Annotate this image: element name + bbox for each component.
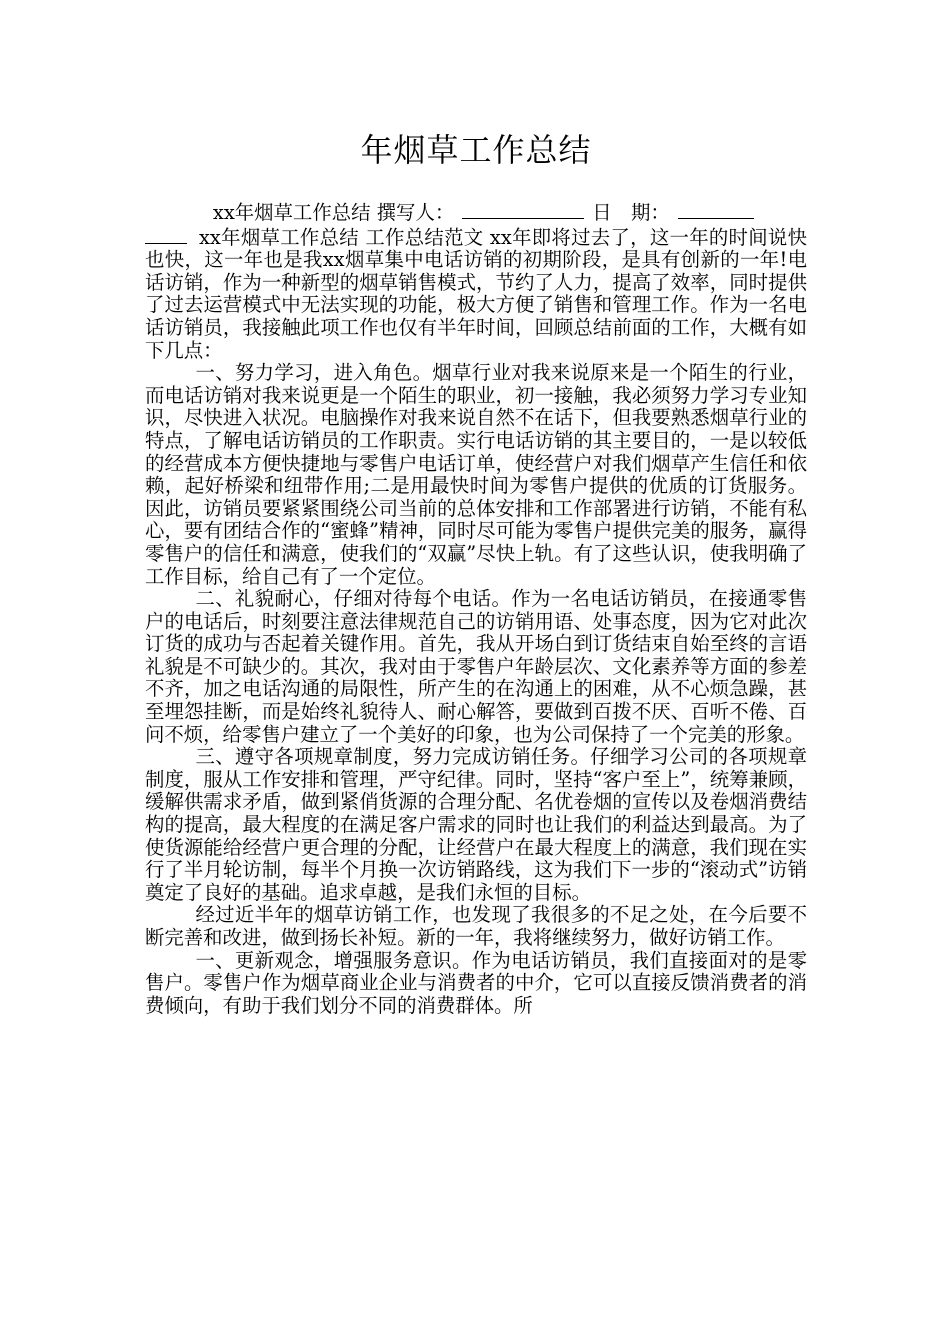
date-blank [678,200,754,219]
paragraph-3: 三、遵守各项规章制度，努力完成访销任务。仔细学习公司的各项规章制度，服从工作安排和管理，严守纪律。同时，坚持“客户至上”，统筹兼顾，缓解供需求矛盾，做到紧俏货源的合理分配、名优卷烟的宣传以及卷烟消费结构的提高，最大程度的在满足客户需求的同时也让我们的利益达到最高。为了使货源能给经营户更合理的分配，让经营户在最大程度上的满意，我们现在实行了半月轮访制，每半个月换一次访销路线，这为我们下一步的“滚动式”访销奠定了良好的基础。追求卓越，是我们永恒的目标。 [145,745,807,904]
header-paragraph [145,200,807,362]
document-body [145,200,807,1017]
paragraph-1: 一、努力学习，进入角色。烟草行业对我来说原来是一个陌生的行业，而电话访销对我来说更是一个陌生的职业，初一接触，我必须努力学习专业知识，尽快进入状况。电脑操作对我来说自然不在话下，但我要熟悉烟草行业的特点，了解电话访销员的工作职责。实行电话访销的其主要目的，一是以较低的经营成本方便快捷地与零售户电话订单，使经营户对我们烟草产生信任和依赖，起好桥梁和纽带作用;二是用最快时间为零售户提供的优质的订货服务。因此，访销员要紧紧围绕公司当前的总体安排和工作部署进行访销，不能有私心，要有团结合作的“蜜蜂”精神，同时尽可能为零售户提供完美的服务，赢得零售户的信任和满意，使我们的“双赢”尽快上轨。有了这些认识，使我明确了工作目标，给自己有了一个定位。 [145,361,807,588]
page-title: 年烟草工作总结 [360,131,592,169]
author-blank [462,200,584,219]
paragraph-2: 二、礼貌耐心，仔细对待每个电话。作为一名电话访销员，在接通零售户的电话后，时刻要注意法律规范自己的访销用语、处事态度，因为它对此次订货的成功与否起着关键作用。首先，我从开场白到订货结束自始至终的言语礼貌是不可缺少的。其次，我对由于零售户年龄层次、文化素养等方面的参差不齐，加之电话沟通的局限性，所产生的在沟通上的困难，从不心烦急躁，甚至埋怨挂断，而是始终礼貌待人、耐心解答，要做到百拨不厌、百听不倦、百问不烦，给零售户建立了一个美好的印象，也为公司保持了一个完美的形象。 [145,587,807,746]
date-blank-continued [145,225,187,244]
intro-text: xx年烟草工作总结 工作总结范文 xx年即将过去了，这一年的时间说快也快，这一年也是我xx烟草集中电话访销的初期阶段，是具有创新的一年!电话访销，作为一种新型的烟草销售模式，节约了人力，提高了效率，同时提供了过去运营模式中无法实现的功能，极大方便了销售和管理工作。作为一名电话访销员，我接触此项工作也仅有半年时间，回顾总结前面的工作，大概有如下几点： [145,225,807,362]
paragraph-4: 经过近半年的烟草访销工作，也发现了我很多的不足之处，在今后要不断完善和改进，做到扬长补短。新的一年，我将继续努力，做好访销工作。 [145,903,807,949]
paragraph-5: 一、更新观念，增强服务意识。作为电话访销员，我们直接面对的是零售户。零售户作为烟草商业企业与消费者的中介，它可以直接反馈消费者的消费倾向，有助于我们划分不同的消费群体。所 [145,948,807,1017]
date-label: 日 期： [592,201,670,224]
author-label: 撰写人： [376,201,455,224]
doc-name: xx年烟草工作总结 [212,201,371,224]
